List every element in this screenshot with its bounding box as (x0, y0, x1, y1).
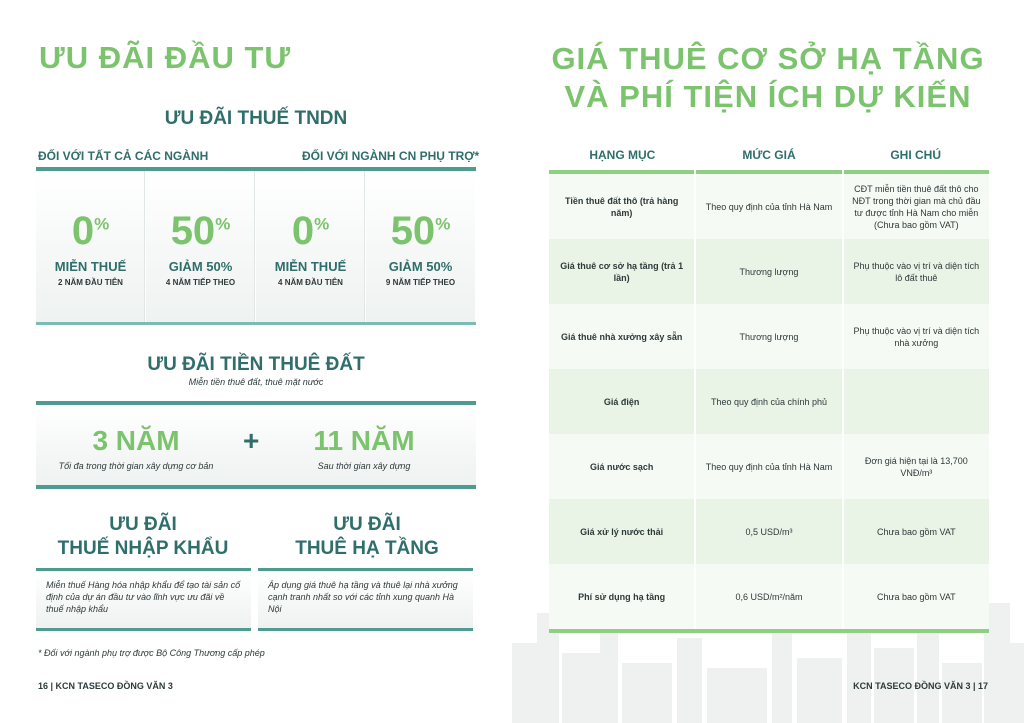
tax-cell (366, 171, 476, 324)
table-bottom-bar (549, 629, 989, 633)
row-item: Giá thuê nhà xưởng xây sẵn (549, 304, 696, 369)
rent-title: GIÁ THUÊ CƠ SỞ HẠ TẦNG VÀ PHÍ TIỆN ÍCH DỰ KIẾN (551, 41, 985, 114)
column-header-price: MỨC GIÁ (742, 148, 796, 162)
tax-percent: 50% (170, 209, 231, 253)
land-incentive-subtitle: Miễn tiền thuê đất, thuê mặt nước (188, 377, 324, 387)
tax-percent: 0% (71, 209, 110, 253)
row-item: Giá thuê cơ sở hạ tầng (trả 1 lần) (549, 239, 696, 304)
price-table (549, 140, 989, 633)
row-note: Đơn giá hiện tại là 13,700 VNĐ/m³ (844, 434, 989, 499)
row-item: Giá xử lý nước thải (549, 499, 696, 564)
row-price: Theo quy định của tỉnh Hà Nam (696, 174, 843, 239)
tax-duration: 4 NĂM ĐẦU TIÊN (278, 278, 343, 287)
tax-label: GIẢM 50% (388, 259, 453, 274)
land-caption-construction: Tối đa trong thời gian xây dựng cơ bản (58, 461, 214, 471)
right-page (512, 0, 1024, 723)
left-folio: 16 | KCN TASECO ĐỒNG VĂN 3 (38, 681, 173, 691)
tax-group-all: ĐỐI VỚI TẤT CẢ CÁC NGÀNH (38, 149, 209, 163)
tax-bottom-bar (36, 322, 476, 325)
column-header-item: HẠNG MỤC (589, 148, 656, 162)
tax-cell (256, 171, 366, 324)
import-tax-text: Miễn thuế Hàng hóa nhập khẩu để tạo tài sản cố định của dự án đầu tư vào lĩnh vực ưu đãi về thuế nhập khẩu (36, 568, 251, 631)
tax-label: MIỄN THUẾ (274, 259, 347, 274)
row-price: 0,5 USD/m³ (696, 499, 843, 564)
table-row (549, 174, 989, 239)
plus-sign: + (243, 425, 260, 456)
tax-cell (36, 171, 146, 324)
row-price: Thương lượng (696, 239, 843, 304)
tax-label: GIẢM 50% (168, 259, 233, 274)
right-folio: KCN TASECO ĐỒNG VĂN 3 | 17 (853, 681, 988, 691)
land-caption-after: Sau thời gian xây dựng (317, 461, 411, 471)
table-row (549, 304, 989, 369)
tax-duration: 4 NĂM TIẾP THEO (165, 278, 236, 287)
tax-grid (36, 171, 476, 324)
row-item: Tiền thuê đất thô (trả hàng năm) (549, 174, 696, 239)
row-item: Giá nước sạch (549, 434, 696, 499)
tax-percent: 50% (390, 209, 451, 253)
land-value-after: 11 NĂM (313, 425, 415, 456)
table-row (549, 564, 989, 629)
import-tax-title: ƯU ĐÃI THUẾ NHẬP KHẨU (57, 514, 229, 559)
row-note: Chưa bao gồm VAT (844, 564, 989, 629)
table-row (549, 239, 989, 304)
table-row (549, 499, 989, 564)
tax-cell (146, 171, 256, 324)
table-row (549, 434, 989, 499)
row-price: 0,6 USD/m²/năm (696, 564, 843, 629)
land-incentive-box (36, 401, 476, 489)
row-note: Phụ thuộc vào vị trí và diện tích lô đất thuê (844, 239, 989, 304)
infra-rent-title: ƯU ĐÃI THUÊ HẠ TẦNG (295, 514, 439, 559)
column-header-note: GHI CHÚ (890, 148, 942, 162)
tax-incentive-title: ƯU ĐÃI THUẾ TNDN (164, 108, 348, 129)
row-note: CĐT miễn tiền thuê đất thô cho NĐT trong thời gian mà chủ đầu tư được tỉnh Hà Nam cho miễn (Chưa bao gồm VAT) (844, 174, 989, 239)
row-price: Theo quy định của tỉnh Hà Nam (696, 434, 843, 499)
tax-percent: 0% (291, 209, 330, 253)
land-incentive-title: ƯU ĐÃI TIỀN THUÊ ĐẤT (147, 354, 365, 375)
land-value-construction: 3 NĂM (92, 425, 180, 456)
table-row (549, 369, 989, 434)
infra-rent-text: Áp dụng giá thuê hạ tầng và thuê lại nhà xưởng cạnh tranh nhất so với các tỉnh xung quanh Hà Nội (258, 568, 473, 631)
row-price: Theo quy định của chính phủ (696, 369, 843, 434)
row-price: Thương lượng (696, 304, 843, 369)
row-item: Phí sử dụng hạ tầng (549, 564, 696, 629)
page-title: ƯU ĐÃI ĐẦU TƯ (39, 40, 292, 75)
footnote: * Đối với ngành phụ trợ được Bộ Công Thương cấp phép (38, 648, 265, 658)
table-header (549, 140, 989, 170)
row-note: Phụ thuộc vào vị trí và diện tích nhà xưởng (844, 304, 989, 369)
tax-duration: 9 NĂM TIẾP THEO (385, 278, 456, 287)
row-item: Giá điện (549, 369, 696, 434)
row-note (844, 369, 989, 434)
tax-label: MIỄN THUẾ (54, 259, 127, 274)
row-note: Chưa bao gồm VAT (844, 499, 989, 564)
tax-group-support: ĐỐI VỚI NGÀNH CN PHỤ TRỢ* (302, 149, 480, 163)
tax-duration: 2 NĂM ĐẦU TIÊN (58, 278, 123, 287)
